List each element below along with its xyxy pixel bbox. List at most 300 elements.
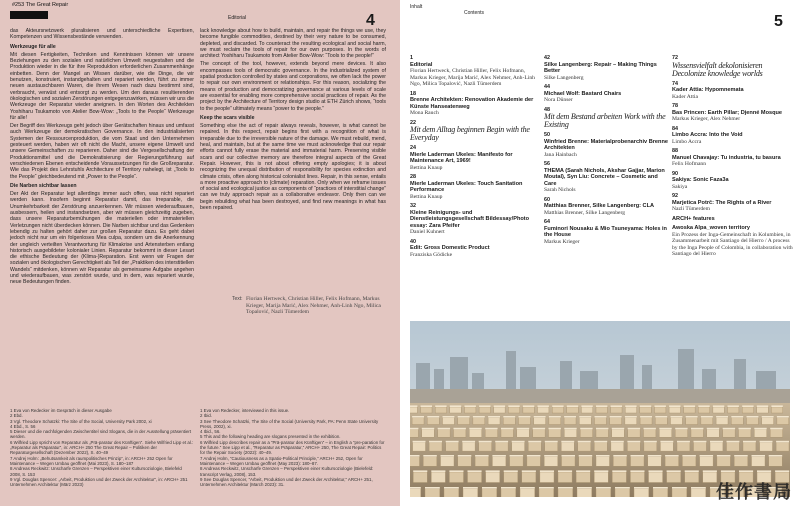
- concrete-block: [685, 472, 699, 483]
- concrete-block: [723, 429, 735, 437]
- concrete-block-top: [731, 416, 743, 418]
- concrete-block: [410, 457, 420, 467]
- footnote: 4 Ibid., 56.: [200, 429, 221, 435]
- concrete-block: [596, 457, 610, 467]
- concrete-block: [717, 457, 731, 467]
- toc-authors: Kader Attia: [672, 93, 698, 100]
- concrete-block-top: [579, 416, 591, 418]
- concrete-block: [752, 457, 766, 467]
- concrete-block-top: [691, 428, 703, 430]
- concrete-block-top: [665, 455, 679, 457]
- toc-title: Editorial: [410, 61, 433, 68]
- toc-authors: Sakiya: [672, 183, 688, 190]
- concrete-block-top: [465, 405, 476, 407]
- concrete-block: [667, 472, 681, 483]
- concrete-block: [485, 429, 497, 437]
- concrete-block: [655, 418, 667, 425]
- concrete-block: [446, 442, 459, 451]
- footnotes-english: [200, 408, 386, 487]
- concrete-block: [644, 442, 657, 451]
- concrete-block: [520, 489, 535, 497]
- concrete-block: [596, 429, 608, 437]
- concrete-block: [519, 418, 531, 425]
- credits-text: Florian Hertweck, Christian Hiller, Felix Hofmann, Markus Krieger, Marija Marić, Alex Nehmer, Anh-Linh Ngo, Milica Topalović, Nazli Tümerdem: [246, 296, 381, 316]
- concrete-block-top: [752, 455, 766, 457]
- concrete-block-top: [504, 470, 518, 472]
- concrete-block-top: [454, 428, 466, 430]
- concrete-block: [596, 407, 607, 413]
- toc-title: ARCH+ features: [672, 215, 715, 222]
- concrete-block-top: [494, 405, 505, 407]
- concrete-block: [510, 457, 523, 467]
- concrete-block-top: [716, 416, 728, 418]
- concrete-block-top: [545, 441, 558, 443]
- city-illustration: [410, 321, 790, 497]
- toc-chapter-heading: Mit dem Bestand arbeiten Work with the Existing: [544, 112, 666, 129]
- concrete-block-top: [410, 455, 420, 457]
- concrete-block: [486, 472, 500, 483]
- toc-page-number: 1: [410, 55, 413, 61]
- toc-page-number: 90: [672, 170, 678, 177]
- concrete-block-top: [482, 487, 497, 489]
- concrete-block: [611, 442, 624, 451]
- concrete-block-top: [443, 416, 455, 418]
- concrete-block-top: [558, 470, 572, 472]
- toc-entry[interactable]: [672, 171, 794, 191]
- toc-page-number: 24: [410, 145, 416, 151]
- toc-title: Edit: Gross Domestic Product: [410, 245, 490, 251]
- toc-entry[interactable]: [672, 103, 794, 123]
- concrete-block-top: [567, 405, 578, 407]
- concrete-block: [494, 407, 505, 413]
- concrete-block: [672, 489, 687, 497]
- concrete-block-top: [549, 428, 561, 430]
- page-number-right: 5: [774, 13, 783, 30]
- concrete-block: [458, 418, 470, 425]
- concrete-block-top: [578, 441, 591, 443]
- toc-authors: Silke Langenberg: [544, 74, 584, 81]
- concrete-block: [523, 407, 534, 413]
- concrete-block-top: [501, 487, 516, 489]
- toc-title: Sakiya: Sonic Faza3a: [672, 177, 729, 183]
- right-page: [400, 0, 800, 506]
- toc-title: Awoska Alpa_woven territory: [672, 225, 751, 231]
- concrete-block-top: [721, 470, 735, 472]
- toc-title: Winfried Brenne: Materialprobenarchiv Brenne Architekten: [544, 138, 668, 151]
- concrete-block-top: [495, 441, 508, 443]
- toc-page-number: 60: [544, 196, 550, 203]
- watermark: 佳作書局: [716, 482, 792, 503]
- paragraph: Der Akt der Reparatur legt allerdings immer auch offen, was nicht repariert werden kann. Insofern beginnt Reparatur damit, das Irreparable, die Unumkehrbarkeit der Zerstörung anzuerkennen. Wir müssen wiederaufbauen, ausbessern, heilen und instandsetzen, aber wir müssen gleichzeitig zugeben, dass unsere Reparaturbemühungen die materiellen oder immateriellen Verletzungen nicht überdecken können. Die Narben sichtbar und das Gedenken lebendig zu halten gehört daher zur großen Reparatur dazu. Es geht dabei jedoch nicht nur um ein folgenloses Mea culpa, sondern um die Anerkennung der ungleich verteilten Verantwortung für Klimakrise und Artensterben entlang historisch ausgebildeter kolonialer Linien. Reparatur bekommt in dieser Lesart die ethische Bedeutung der (Klima-)Reparation. Erst wenn wir Fragen der sozialen und ökologischen Gerechtigkeit als Teil der „Praktiken des interstitiellen Wandels“ mitdenken, können wir Reparatur als gemeinsame Aufgabe angehen und wiederaufbauen, was zerstört wurde, und in dem, was repariert wurde, neue Bedeutungen finden.: [10, 191, 194, 286]
- toc-page-number: 50: [544, 132, 550, 138]
- concrete-block-top: [595, 416, 607, 418]
- concrete-block: [739, 429, 751, 437]
- concrete-block-top: [677, 441, 690, 443]
- concrete-block: [410, 429, 418, 437]
- footnote: 1 Eva von Redecker im Gespräch in dieser Ausgabe: [10, 408, 112, 413]
- footnote: 4 Ebd., S. 56: [10, 423, 36, 429]
- concrete-block-top: [538, 405, 549, 407]
- concrete-block-top: [615, 487, 630, 489]
- concrete-block-top: [473, 416, 485, 418]
- footnote: 5 Dieser und die nachfolgenden Zwischentitel sind Slogans, die in der Ausstellung präsentiert werden.: [10, 429, 192, 440]
- toc-page-number: 18: [410, 90, 416, 97]
- concrete-block-top: [701, 416, 713, 418]
- concrete-block: [441, 457, 455, 467]
- concrete-block: [527, 457, 541, 467]
- toc-entry[interactable]: [672, 225, 794, 258]
- toc-entry[interactable]: [544, 161, 669, 194]
- concrete-block: [743, 442, 756, 451]
- concrete-block-top: [596, 428, 608, 430]
- concrete-block: [630, 472, 644, 483]
- toc-entry[interactable]: [672, 55, 794, 78]
- concrete-block: [579, 457, 593, 467]
- midground: [410, 389, 790, 405]
- toc-title: Brenne Architekten: Renovation Akademie der Künste Hanseatenweg: [410, 97, 534, 110]
- concrete-block: [449, 472, 463, 483]
- concrete-block: [659, 429, 671, 437]
- text-column-german: [10, 28, 194, 288]
- concrete-block-top: [533, 428, 545, 430]
- concrete-block-top: [488, 416, 500, 418]
- toc-entry[interactable]: [410, 174, 535, 200]
- toc-entry[interactable]: [672, 216, 794, 223]
- concrete-block-top: [412, 416, 424, 418]
- concrete-block-top: [549, 416, 561, 418]
- toc-page-number: 28: [410, 174, 416, 180]
- toc-authors: Florian Hertweck, Christian Hiller, Felix Hofmann, Markus Krieger, Marija Marić, Alex Nehmer, Anh-Linh Ngo, Milica Topalović, Nazli Tümerdem: [410, 68, 535, 87]
- concrete-block: [508, 407, 519, 413]
- concrete-block-top: [655, 416, 667, 418]
- concrete-block-top: [770, 428, 782, 430]
- concrete-block-top: [669, 405, 680, 407]
- concrete-block-top: [449, 470, 463, 472]
- concrete-block-top: [594, 470, 608, 472]
- toc-page-number: 22: [410, 119, 416, 126]
- concrete-block: [627, 442, 640, 451]
- concrete-block: [465, 407, 476, 413]
- concrete-block: [701, 418, 713, 425]
- concrete-block-top: [649, 470, 663, 472]
- concrete-block: [512, 442, 525, 451]
- concrete-block-top: [634, 487, 649, 489]
- concrete-block: [691, 489, 706, 497]
- concrete-block-top: [421, 405, 432, 407]
- concrete-block-top: [485, 428, 497, 430]
- concrete-block-top: [686, 416, 698, 418]
- concrete-block-top: [648, 455, 662, 457]
- concrete-block-top: [463, 487, 478, 489]
- concrete-block: [734, 457, 748, 467]
- toc-entry[interactable]: [544, 84, 669, 104]
- concrete-block: [628, 429, 640, 437]
- concrete-block: [427, 418, 439, 425]
- concrete-block-top: [707, 428, 719, 430]
- toc-page-number: 44: [544, 84, 550, 90]
- concrete-block: [462, 442, 475, 451]
- concrete-block-top: [510, 455, 523, 457]
- toc-title: Marjetica Potrč: The Rights of a River: [672, 199, 772, 206]
- toc-page-number: 48: [544, 106, 550, 113]
- footnote: 6 Wilfried Lipp spricht von Reparatur als „Prä-paratur des Künftigen“. Siehe Wilfried Lipp et al.: „Reparatur als Präparatur“, in: ARCH+ 250 The Great Repair – Politiken der Reparaturgesellschaft (Dezember 2022), S. 40–49: [10, 439, 194, 456]
- concrete-block: [501, 429, 513, 437]
- toc-title: Matthias Brenner, Silke Langenberg: CLA: [544, 203, 655, 209]
- concrete-block: [503, 418, 515, 425]
- concrete-block-top: [576, 470, 590, 472]
- toc-entry[interactable]: [410, 145, 535, 171]
- concrete-block: [492, 457, 506, 467]
- footnote: 7 Andrej Holm, “Cautiousness as a Spatio-Political Principle,” ARCH+ 252, Open for Maintenance – Wegen Umbau geöffnet (May 2023): 180–87.: [200, 455, 363, 466]
- concrete-block-top: [540, 470, 554, 472]
- footnote: 9 See Douglas Spencer, “Arbeit, Produktion und der Zweck der Architektur,” ARCH+ 251, Unternehmen Architektur (March 2023): 31.: [200, 476, 373, 488]
- concrete-block-top: [458, 455, 472, 457]
- toc-authors: Markus Krieger: [544, 238, 580, 245]
- concrete-block-top: [757, 470, 771, 472]
- paragraph: lack knowledge about how to build, maintain, and repair the things we use, they become fungible commodities, destined by their very nature to be consumed, depleted, and discarded. To counteract the resulting ecological and social harm, we must reclaim the tools of repair for our own purposes. In the words of architect Yoshiharu Tsukamoto from Atelier Bow-Wow: “Tools to the people!”: [200, 28, 386, 60]
- concrete-block-top: [469, 428, 481, 430]
- concrete-block-top: [429, 441, 442, 443]
- concrete-block: [488, 418, 500, 425]
- toc-authors: Limbo Accra: [672, 138, 702, 145]
- footnote: 2 Ebd.: [10, 413, 23, 419]
- concrete-block: [594, 472, 608, 483]
- concrete-block-top: [581, 405, 592, 407]
- concrete-block-top: [577, 487, 592, 489]
- concrete-block: [504, 472, 518, 483]
- toc-entry[interactable]: [672, 81, 794, 101]
- concrete-block: [727, 442, 740, 451]
- concrete-block-top: [413, 470, 427, 472]
- concrete-block-top: [739, 428, 751, 430]
- concrete-block: [577, 489, 592, 497]
- concrete-block: [580, 429, 592, 437]
- paragraph: Der Begriff des Werkzeugs geht jedoch über Gerätschaften hinaus und umfasst auch Werkzeuge der demokratischen Governance. In den industrialisierten Systemen der Ressourcenproduktion, die vom Staat und den Unternehmen gesteuert werden, haben wir oft nicht die Macht, unsere eigene Umwelt und unsere Gemeinschaften zu reparieren. Daher sind die Vergesellschaftung der Produktionsmittel und die Demokratisierung der Regierungsführung auf verschiedenen Ebenen entscheidende Voraussetzungen für die Großreparatur. Wie das Projekt des Lehrstuhls Architecture of Territory nahelegt, ist „Tools to the People“ gleichbedeutend mit „Power to the People“.: [10, 123, 194, 180]
- concrete-block: [612, 429, 624, 437]
- concrete-block: [458, 457, 472, 467]
- toc-title: Michael Wolf: Bastard Chairs: [544, 90, 622, 97]
- concrete-block-top: [775, 470, 789, 472]
- concrete-block-top: [625, 405, 636, 407]
- concrete-block-top: [444, 487, 459, 489]
- concrete-block: [561, 442, 574, 451]
- concrete-block: [501, 489, 516, 497]
- toc-authors: Franziska Gödicke: [410, 251, 453, 258]
- toc-title: THEMA (Sarah Nichols, Akshar Gajjar, Marion Moutal), Syn Liu: Concrete – Cosmetic and Care: [544, 167, 665, 187]
- toc-entry[interactable]: [410, 203, 535, 236]
- toc-chapter-heading: Mit dem Alltag beginnen Begin with the Everyday: [410, 125, 530, 142]
- concrete-block-top: [612, 470, 626, 472]
- concrete-block: [691, 429, 703, 437]
- concrete-block-top: [580, 428, 592, 430]
- footnotes-german: [10, 408, 194, 487]
- concrete-block: [522, 472, 536, 483]
- toc-entry[interactable]: [672, 193, 794, 213]
- subheading: Die Narben sichtbar lassen: [10, 182, 77, 189]
- toc-entry[interactable]: [410, 91, 535, 117]
- concrete-block: [429, 442, 442, 451]
- concrete-block-top: [558, 487, 573, 489]
- toc-entry[interactable]: [544, 132, 669, 158]
- toc-entry[interactable]: [544, 219, 669, 245]
- concrete-block: [454, 429, 466, 437]
- concrete-block-top: [675, 428, 687, 430]
- concrete-block: [581, 407, 592, 413]
- concrete-block: [660, 442, 673, 451]
- footnote: 5 This and the following heading are slogans presented in the exhibition.: [200, 434, 341, 440]
- concrete-block: [479, 442, 492, 451]
- text-column-english: [200, 28, 386, 213]
- concrete-block-top: [596, 455, 610, 457]
- concrete-block-top: [640, 416, 652, 418]
- concrete-block: [710, 442, 723, 451]
- toc-title: Mierle Laderman Ukeles: Manifesto for Maintenance Art, 1969!: [410, 151, 513, 164]
- concrete-block: [612, 472, 626, 483]
- footnote: 3 Vgl. Theodore Schatzki: The Site of the Social, University Park 2002, xi: [10, 418, 152, 424]
- concrete-block: [562, 457, 576, 467]
- toc-title: Kleine Reinigungs- und Dienstleistungsgesellschaft Bildessay/Photo essay: Zara Pfeifer: [410, 209, 530, 229]
- concrete-block-top: [727, 441, 740, 443]
- toc-entry[interactable]: [544, 55, 669, 81]
- concrete-block: [540, 472, 554, 483]
- concrete-block: [631, 457, 645, 467]
- toc-authors: Mona Rauch: [410, 110, 439, 116]
- concrete-block-top: [450, 405, 461, 407]
- concrete-block: [769, 457, 783, 467]
- concrete-block-top: [479, 405, 490, 407]
- concrete-block: [776, 442, 789, 451]
- concrete-block-top: [742, 405, 753, 407]
- footnote: 9 Vgl. Douglas Spencer: „Arbeit, Produktion und der Zweck der Architektur“, in: ARCH+ 251 Unternehmen Architektur (März 2023): [10, 476, 188, 488]
- concrete-block: [549, 418, 561, 425]
- concrete-block-top: [479, 441, 492, 443]
- concrete-block: [423, 457, 437, 467]
- concrete-block: [703, 472, 717, 483]
- toc-authors: Bettina Knaup: [410, 193, 443, 200]
- footnote: 6 Wilfried Lipp describes repair as a “Prä-paratur des Künftigen” – in English a “pre-paration for the future.” See Lipp et al., “Reparatur as Präparatur,” ARCH+ 250, The Great Repair: Politics for the Repair Society (2022): 40–49.: [200, 439, 385, 456]
- concrete-block: [412, 418, 424, 425]
- toc-page-number: 64: [544, 219, 550, 225]
- concrete-block-top: [564, 416, 576, 418]
- concrete-block: [469, 429, 481, 437]
- concrete-block-top: [713, 405, 724, 407]
- concrete-block: [579, 418, 591, 425]
- concrete-block: [534, 418, 546, 425]
- concrete-block: [558, 489, 573, 497]
- toc-page-number: 84: [672, 125, 678, 132]
- concrete-block-top: [486, 470, 500, 472]
- toc-entry[interactable]: [410, 239, 535, 259]
- toc-authors: Nazli Tümerdem: [672, 206, 710, 212]
- concrete-block-top: [717, 455, 731, 457]
- concrete-block-top: [596, 405, 607, 407]
- concrete-block-top: [700, 455, 714, 457]
- footnote: 7 Andrej Holm: „Behutsamkeit als raumpolitisches Prinzip“, in: ARCH+ 252 Open for Maintenance – Wegen Umbau geöffnet (Mai 2023), S. 180–187: [10, 455, 173, 466]
- concrete-block-top: [655, 405, 666, 407]
- concrete-block-top: [539, 487, 554, 489]
- concrete-block-top: [685, 470, 699, 472]
- concrete-block-top: [594, 441, 607, 443]
- toc-page-number: 32: [410, 203, 416, 209]
- concrete-block-top: [723, 428, 735, 430]
- concrete-block: [611, 407, 622, 413]
- toc-entry[interactable]: [544, 197, 669, 217]
- concrete-block: [771, 407, 782, 413]
- concrete-block: [425, 489, 440, 497]
- concrete-block-top: [410, 487, 421, 489]
- concrete-block-top: [475, 455, 489, 457]
- concrete-block-top: [762, 416, 774, 418]
- contents-label-en: Contents: [464, 10, 485, 16]
- toc-title: Kader Attia: Hypomnemata: [672, 87, 744, 93]
- concrete-block-top: [672, 487, 687, 489]
- concrete-block-top: [438, 428, 450, 430]
- contents-label-de: Inhalt: [410, 4, 423, 10]
- concrete-block: [544, 457, 558, 467]
- concrete-block-top: [520, 487, 535, 489]
- concrete-block-top: [523, 405, 534, 407]
- toc-entry[interactable]: [410, 120, 535, 143]
- footnote: 8 Andreas Reckwitz: Unscharfe Grenzen – Perspektiven einer Kultursoziologie, Bielefeld 2008, S. 153: [10, 466, 182, 477]
- cover-photo-blocks-city: [410, 321, 790, 497]
- concrete-block-top: [427, 416, 439, 418]
- concrete-block: [410, 407, 417, 413]
- concrete-block: [435, 407, 446, 413]
- concrete-block: [669, 407, 680, 413]
- concrete-block: [625, 407, 636, 413]
- concrete-block: [567, 407, 578, 413]
- concrete-block-top: [435, 405, 446, 407]
- concrete-block-top: [422, 428, 434, 430]
- concrete-block: [475, 457, 489, 467]
- concrete-block: [742, 407, 753, 413]
- toc-column-3: [672, 55, 794, 261]
- concrete-block: [731, 418, 743, 425]
- concrete-block-top: [627, 441, 640, 443]
- concrete-block: [610, 418, 622, 425]
- concrete-block: [517, 429, 529, 437]
- concrete-block-top: [653, 487, 668, 489]
- concrete-block: [665, 457, 679, 467]
- toc-entry[interactable]: [672, 148, 794, 168]
- concrete-block-top: [508, 405, 519, 407]
- concrete-block: [578, 442, 591, 451]
- concrete-block-top: [760, 441, 773, 443]
- concrete-block-top: [611, 405, 622, 407]
- footnote: 8 Andreas Reckwitz, Unscharfe Grenzen – Perspektiven einer Kultursoziologie (Bielefeld: transcript Verlag, 2008), 153.: [200, 466, 374, 477]
- concrete-block-top: [728, 405, 739, 407]
- concrete-block-top: [631, 455, 645, 457]
- concrete-block: [533, 429, 545, 437]
- toc-authors: Bettina Knaup: [410, 164, 443, 171]
- toc-entry[interactable]: [410, 55, 535, 88]
- concrete-block: [640, 418, 652, 425]
- concrete-block: [684, 407, 695, 413]
- concrete-block-top: [410, 405, 417, 407]
- concrete-block: [539, 489, 554, 497]
- concrete-block: [450, 407, 461, 413]
- toc-entry[interactable]: [544, 107, 669, 130]
- author-credits: [232, 296, 386, 316]
- toc-entry[interactable]: [672, 126, 794, 146]
- concrete-block-top: [462, 441, 475, 443]
- concrete-block-top: [660, 441, 673, 443]
- concrete-block-top: [527, 455, 541, 457]
- concrete-block: [675, 429, 687, 437]
- concrete-block-top: [564, 428, 576, 430]
- concrete-block: [594, 442, 607, 451]
- concrete-block-top: [410, 428, 418, 430]
